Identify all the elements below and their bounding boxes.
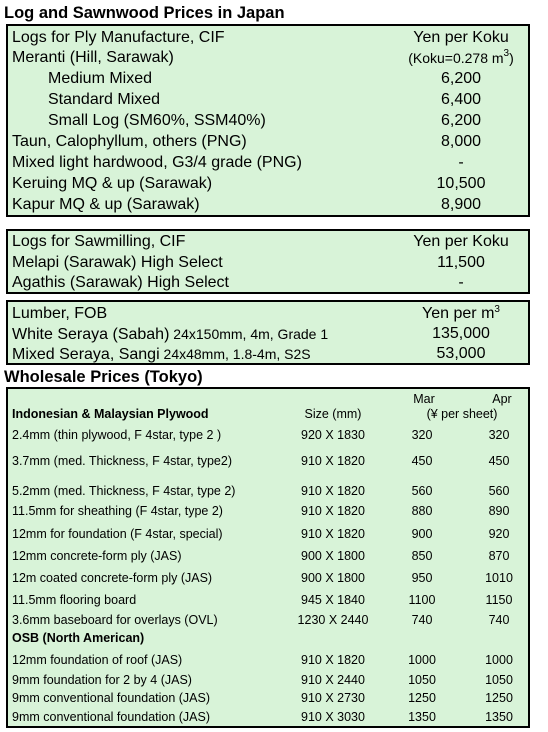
table-row [8,273,528,293]
row-size: 920 X 1830 [301,428,365,442]
row-apr: 870 [488,549,510,563]
row-apr: 450 [488,454,510,468]
saw-unit: Yen per Koku [413,233,509,250]
row-label: 5.2mm (med. Thickness, F 4star, type 2) [12,484,236,498]
row-mar: 880 [411,504,433,518]
row-size: 910 X 2730 [301,691,365,705]
table-row [8,450,528,472]
lumber-header-row [8,304,528,324]
row-label: 2.4mm (thin plywood, F 4star, type 2 ) [12,428,222,442]
table-row [8,132,528,152]
table-row [8,69,528,89]
row-label: Kapur MQ & up (Sarawak) [12,196,200,213]
row-label: White Seraya (Sabah) 24x150mm, 4m, Grade 1 [12,326,329,343]
row-label: 9mm conventional foundation (JAS) [12,691,211,705]
row-value: 8,000 [440,133,482,150]
row-mar: 1250 [408,691,436,705]
row-label: Standard Mixed [48,91,161,108]
table-row [8,523,528,545]
row-value: 6,200 [440,112,482,129]
row-apr: 320 [488,428,510,442]
row-label: 9mm foundation for 2 by 4 (JAS) [12,673,192,687]
table-row [8,48,528,68]
row-value: 135,000 [432,325,490,342]
table-row [8,344,528,364]
row-apr: 740 [488,613,510,627]
row-label: Taun, Calophyllum, others (PNG) [12,133,247,150]
row-label: 12mm concrete-form ply (JAS) [12,549,182,563]
table-row [8,649,528,671]
col-mar: Mar [413,392,435,406]
table-row [8,706,528,728]
ply-unit: Yen per Koku [413,29,509,46]
row-size: 900 X 1800 [301,571,365,585]
wholesale-title: Wholesale Prices (Tokyo) [4,368,203,386]
row-mar: 560 [411,484,433,498]
col-size: Size (mm) [304,407,362,421]
table-row [8,500,528,522]
row-mar: 740 [411,613,433,627]
row-label: Meranti (Hill, Sarawak) [12,49,174,66]
saw-header-row [8,232,528,252]
row-label: 11.5mm flooring board [12,593,137,607]
col-unit: (¥ per sheet) [426,407,498,421]
row-apr: 1150 [485,593,513,607]
row-value: 6,400 [440,91,482,108]
row-apr: 890 [488,504,510,518]
row-size: 910 X 3030 [301,710,365,724]
row-mar: 1050 [408,673,436,687]
row-label: Mixed light hardwood, G3/4 grade (PNG) [12,154,302,171]
lumber-unit: Yen per $m^3$ [422,304,500,322]
row-size: 910 X 1820 [301,454,365,468]
table-row [8,324,528,344]
row-value: 6,200 [440,70,482,87]
row-apr: 1350 [485,710,513,724]
row-mar: 450 [411,454,433,468]
row-value: 8,900 [440,196,482,213]
section-osb: OSB (North American) [12,631,145,645]
row-label: Mixed Seraya, Sangi 24x48mm, 1.8-4m, S2S [12,346,311,363]
row-label: 11.5mm for sheathing (F 4star, type 2) [12,504,223,518]
row-value: 10,500 [436,175,486,192]
row-label: 9mm conventional foundation (JAS) [12,710,211,724]
table-row [8,174,528,194]
row-apr: 1010 [485,571,513,585]
wholesale-box [6,387,530,728]
col-apr: Apr [492,392,512,406]
table-row [8,195,528,215]
row-label: Agathis (Sarawak) High Select [12,274,229,291]
saw-header: Logs for Sawmilling, CIF [12,233,186,250]
row-apr: 1000 [485,653,513,667]
section-osb-row [8,627,528,649]
row-size: 1230 X 2440 [297,613,369,627]
row-size: 910 X 2440 [301,673,365,687]
row-apr: 560 [488,484,510,498]
row-mar: 1000 [408,653,436,667]
table-row [8,589,528,611]
table-row [8,253,528,273]
row-size: 910 X 1820 [301,504,365,518]
table-row [8,480,528,502]
table-row [8,153,528,173]
row-label: Medium Mixed [48,70,153,87]
ply-logs-box [6,24,530,217]
ply-header-row [8,28,528,48]
ply-unit-note: (Koku=0.278 $m^3$) [408,48,514,66]
row-mar: 900 [411,527,433,541]
row-value: - [458,154,464,171]
row-size: 945 X 1840 [301,593,365,607]
page-title: Log and Sawnwood Prices in Japan [4,4,285,22]
row-mar: 950 [411,571,433,585]
row-apr: 1250 [485,691,513,705]
row-value: 11,500 [437,254,485,271]
row-label: 12mm foundation of roof (JAS) [12,653,183,667]
row-mar: 850 [411,549,433,563]
row-mar: 320 [411,428,433,442]
section-plywood: Indonesian & Malaysian Plywood [12,407,209,421]
row-mar: 1100 [408,593,436,607]
row-value: - [458,274,464,291]
sawmilling-logs-box [6,229,530,294]
table-row [8,111,528,131]
lumber-header: Lumber, FOB [12,305,108,322]
row-label: 12mm for foundation (F 4star, special) [12,527,223,541]
table-row [8,424,528,446]
row-label: Small Log (SM60%, SSM40%) [48,112,266,129]
ply-header: Logs for Ply Manufacture, CIF [12,29,225,46]
table-row [8,567,528,589]
table-row [8,545,528,567]
row-label: 12m coated concrete-form ply (JAS) [12,571,213,585]
row-apr: 920 [488,527,510,541]
row-label: Keruing MQ & up (Sarawak) [12,175,213,192]
row-mar: 1350 [408,710,436,724]
lumber-box [6,300,530,365]
row-label: 3.6mm baseboard for overlays (OVL) [12,613,218,627]
row-label: 3.7mm (med. Thickness, F 4star, type2) [12,454,232,468]
row-label: Melapi (Sarawak) High Select [12,254,223,271]
row-value: 53,000 [436,345,486,362]
row-size: 910 X 1820 [301,484,365,498]
row-size: 900 X 1800 [301,549,365,563]
row-size: 910 X 1820 [301,527,365,541]
row-size: 910 X 1820 [301,653,365,667]
row-apr: 1050 [485,673,513,687]
table-row [8,90,528,110]
